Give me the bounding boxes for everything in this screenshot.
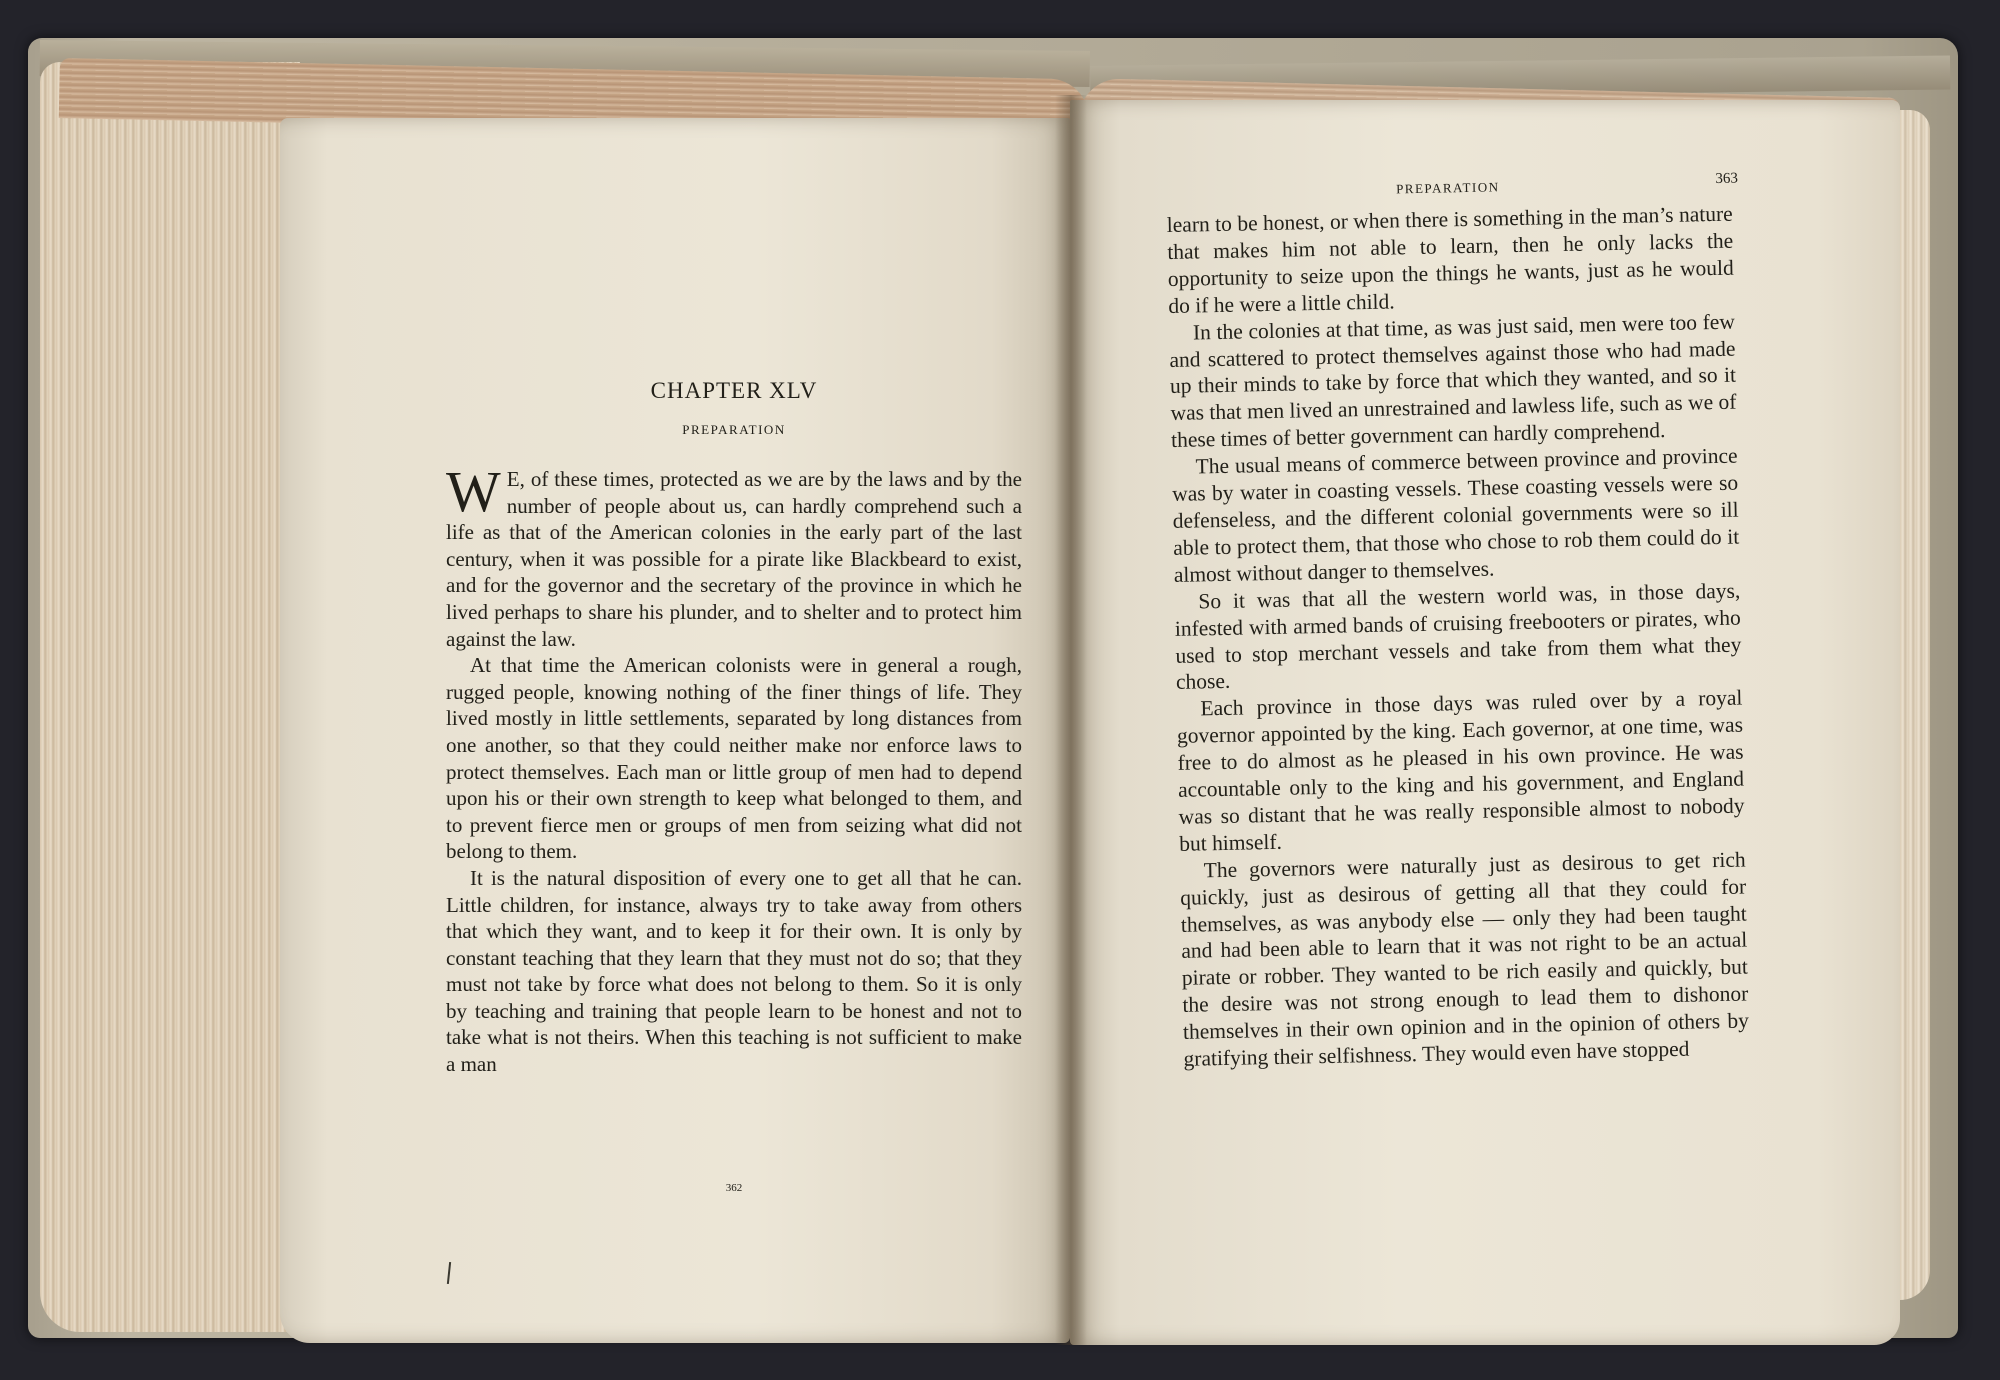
left-page-block-edges (40, 62, 300, 1332)
chapter-subtitle: PREPARATION (682, 422, 786, 437)
right-page-number: 363 (1715, 170, 1739, 187)
book-gutter (1055, 95, 1087, 1345)
right-paragraph-1: learn to be honest, or when there is something in the man’s nature that makes him not able to learn, then he only lacks the opportunity to seize upon the things he wants, just as he would do if he were a little child. (1166, 201, 1734, 318)
left-page-text (446, 370, 1022, 1194)
left-paragraph-1 (446, 459, 1022, 652)
right-paragraph-5: Each province in those days was ruled over by a royal governor appointed by the king. Each governor, at one time, was free to do almost as he pleased in his own province. He was accountable only to the king and his government, and England was so distant that he was really responsible almost to nobody but himself. (1176, 685, 1745, 856)
left-page-number: 362 (725, 1182, 743, 1194)
right-paragraph-4: So it was that all the western world was, in those days, infested with armed bands of cruising freebooters or pirates, who used to stop merchant vessels and take from them what they chose. (1174, 578, 1742, 695)
right-paragraph-6: The governors were naturally just as desirous to get rich quickly, just as desirous of getting all that they could for themselves, as was anybody else — only they had been taught and had been able to learn that it was not right to be an actual pirate or robber. They wanted to be rich easily and quickly, but the desire was not strong enough to lead them to dishonor themselves in their own opinion and in the opinion of others by gratifying their selfishness. They would even have stopped (1180, 847, 1750, 1071)
right-paragraph-3: The usual means of commerce between province and province was by water in coasting vessels. These coasting vessels were so defenseless, and the different colonial governments were so ill able to protect them, that those who chose to rob them could do it almost without danger to themselves. (1171, 443, 1740, 587)
right-paragraph-2: In the colonies at that time, as was just said, men were too few and scattered to protect themselves against those who had made up their minds to take by force that which they wanted, and so it was that men lived an unrestrained and lawless life, such as we of these times of better government can hardly comprehend. (1169, 309, 1737, 453)
dropcap: W (446, 459, 501, 524)
left-paragraph-2: At that time the American colonists were in general a rough, rugged people, knowing nothing of the finer things of life. They lived mostly in little settlements, separated by long distances from one another, so that they could neither make nor enforce laws to protect themselves. Each man or little group of men had to depend upon his or their own strength to keep what belonged to them, and to prevent fierce men or groups of men from seizing what did not belong to them. (446, 653, 1022, 864)
right-page-text (1166, 170, 1750, 1073)
left-paragraph-1-text: E, of these times, protected as we are by the laws and by the number of people about us, can hardly comprehend such a life as that of the American colonies in the early part of the last century, when it was possible for a pirate like Blackbeard to exist, and for the governor and the secretary of the province in which he lived perhaps to share his plunder, and to shelter and to protect him against the law. (446, 467, 1022, 651)
left-paragraph-3: It is the natural disposition of every one to get all that he can. Little children, for instance, always try to take away from others that which they want, and to keep it for their own. It is only by constant teaching that they learn that they must not do so; that they must not take by force what does not belong to them. So it is only by teaching and training that people learn to be honest and not to take what is not theirs. When this teaching is not sufficient to make a man (446, 865, 1022, 1077)
chapter-title: CHAPTER XLV (650, 378, 818, 403)
running-head-title: PREPARATION (1395, 179, 1500, 197)
